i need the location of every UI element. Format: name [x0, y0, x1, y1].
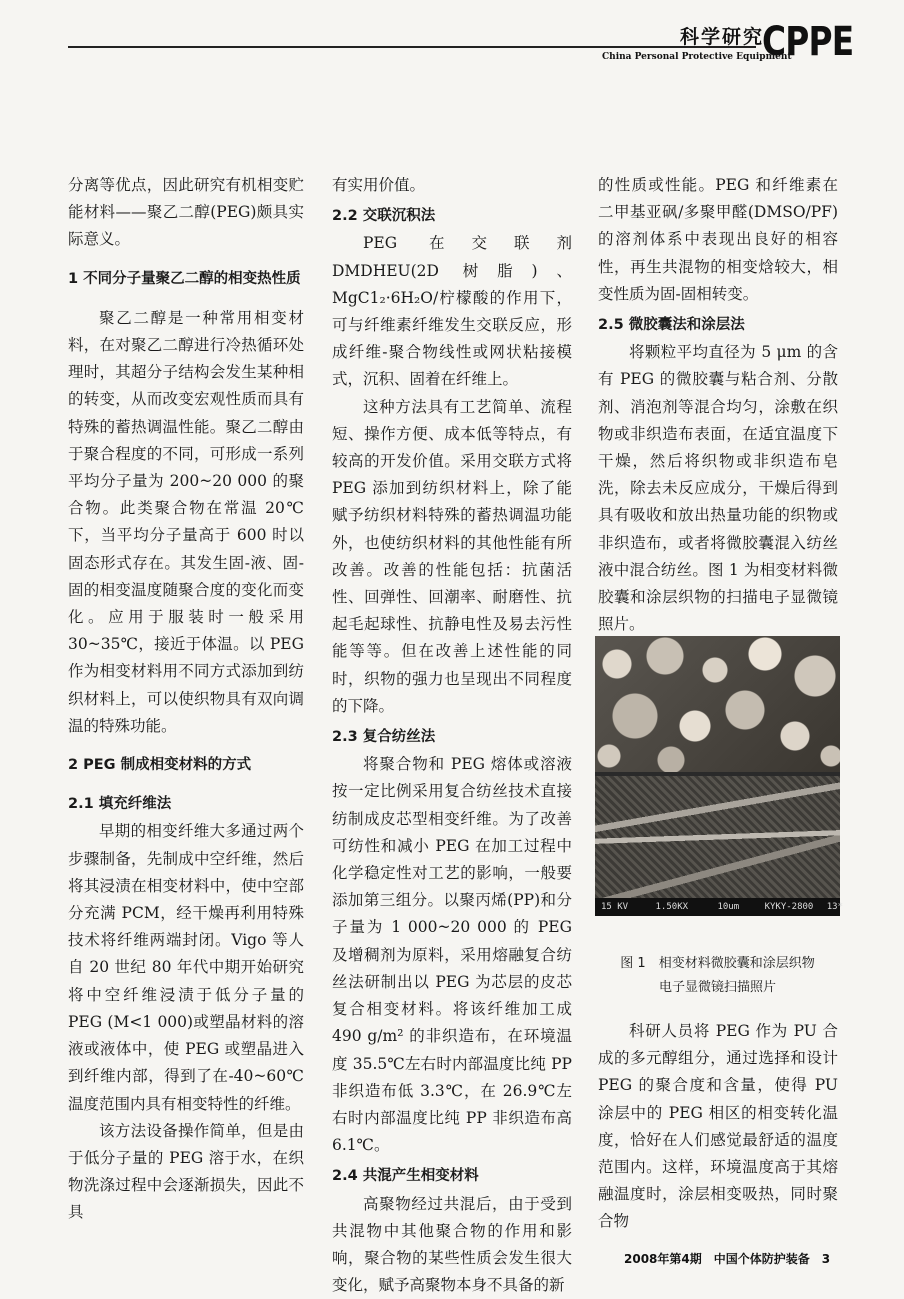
- paragraph: 有实用价值。: [332, 176, 426, 194]
- subsection-heading-2-1: 2.1 填充纤维法: [68, 796, 172, 813]
- sem-image-coated-fabric: [595, 776, 840, 898]
- sem-image-microcapsules: [595, 636, 840, 772]
- sem-data-bar: [595, 898, 844, 916]
- paragraph: 的性质或性能。PEG 和纤维素在二甲基亚砜/多聚甲醛(DMSO/PF)的溶剂体系中表现出良好的相容性，再生共混物的相变焓较大，相变性质为固-固相转变。: [598, 176, 838, 303]
- subsection-heading-2-5: 2.5 微胶囊法和涂层法: [598, 317, 745, 334]
- figure-sem: [595, 636, 844, 916]
- sem-voltage: 15 KV: [601, 902, 629, 912]
- paragraph: 这种方法具有工艺简单、流程短、操作方便、成本低等特点，有较高的开发价值。采用交联方式将 PEG 添加到纺织材料上，除了能赋予纺织材料特殊的蓄热调温功能外，也使纺织材料的其他性能有所改善。改善的性能包括：抗菌活性、回弹性、回潮率、耐磨性、抗起毛起球性、抗静电性及易去污性能等等。但在改善上述性能的同时，织物的强力也呈现出不同程度的下降。: [332, 397, 572, 715]
- paragraph: 高聚物经过共混后，由于受到共混物中其他聚合物的作用和影响，聚合物的某些性质会发生很大变化，赋予高聚物本身不具备的新: [332, 1194, 572, 1295]
- section-heading-1: 1 不同分子量聚乙二醇的相变热性质: [68, 270, 301, 287]
- subsection-heading-2-2: 2.2 交联沉积法: [332, 208, 436, 225]
- column-2: [332, 172, 572, 1299]
- journal-logo: CPPE: [762, 19, 854, 65]
- paragraph: 将颗粒平均直径为 5 μm 的含有 PEG 的微胶囊与粘合剂、分散剂、消泡剂等混合均匀，涂敷在织物或非织造布表面，在适宜温度下干燥，然后将织物或非织造布皂洗，除去未反应成分，干燥后得到具有吸收和放出热量功能的织物或非织造布，或者将微胶囊混入纺丝液中混合纺丝。图 1 为相变材料微胶囊和涂层织物的扫描电子显微镜照片。: [598, 343, 838, 634]
- header-journal-en: China Personal Protective Equipment: [602, 52, 792, 62]
- sem-scale: 10um: [717, 902, 740, 912]
- column-3-continued: [598, 1018, 838, 1236]
- sem-number: 13*: [826, 902, 844, 912]
- header-section: 科学研究: [680, 26, 765, 48]
- page-footer: 2008年第4期 中国个体防护装备 3: [624, 1252, 831, 1266]
- section-heading-2: 2 PEG 制成相变材料的方式: [68, 757, 252, 774]
- paragraph: 将聚合物和 PEG 熔体或溶液按一定比例采用复合纺丝技术直接纺制成皮芯型相变纤维。为了改善可纺性和减小 PEG 在加工过程中化学稳定性对工艺的影响，一般要添加第三组分。以聚丙烯(PP)和分子量为 1 000~20 000 的 PEG 及增稠剂为原料，采用熔融复合纺丝法研制出以 PEG 为芯层的皮芯复合相变材料。将该纤维加工成 490 g/m² 的非织造布，在环境温度 35.5℃左右时内部温度比纯 PP 非织造布低 3.3℃，在 26.9℃左右时内部温度比纯 PP 非织造布高 6.1℃。: [332, 755, 572, 1155]
- paragraph: PEG 在交联剂 DMDHEU(2D 树脂)、MgC1₂·6H₂O/柠檬酸的作用下，可与纤维素纤维发生交联反应，形成纤维-聚合物线性或网状粘接模式，沉积、固着在纤维上。: [332, 234, 572, 389]
- paragraph: 该方法设备操作简单，但是由于低分子量的 PEG 溶于水，在织物洗涤过程中会逐渐损失，因此不具: [68, 1121, 304, 1222]
- figure-caption-line-1: 图 1 相变材料微胶囊和涂层织物: [620, 956, 815, 971]
- paragraph: 分离等优点，因此研究有机相变贮能材料——聚乙二醇(PEG)颇具实际意义。: [68, 176, 304, 249]
- paragraph: 聚乙二醇是一种常用相变材料，在对聚乙二醇进行冷热循环处理时，其超分子结构会发生某种相的转变，从而改变宏观性质而具有特殊的蓄热调温性能。聚乙二醇由于聚合程度的不同，可形成一系列平均分子量为 200~20 000 的聚合物。此类聚合物在常温 20℃下，当平均分子量高于 600 时以固态形式存在。其发生固-液、固-固的相变温度随聚合度的变化而变化。应用于服装时一般采用 30~35℃，接近于体温。以 PEG 作为相变材料用不同方式添加到纺织材料上，可以使织物具有双向调温的特殊功能。: [68, 308, 304, 735]
- sem-instrument: KYKY-2800: [764, 902, 814, 912]
- paragraph: 早期的相变纤维大多通过两个步骤制备，先制成中空纤维，然后将其浸渍在相变材料中，使中空部分充满 PCM，经干燥再利用特殊技术将纤维两端封闭。Vigo 等人自 20 世纪 80 年代中期开始研究将中空纤维浸渍于低分子量的 PEG (M<1 000)或塑晶材料的溶液或液体中，使 PEG 或塑晶进入到纤维内部，得到了在-40~60℃温度范围内具有相变特性的纤维。: [68, 822, 304, 1113]
- paragraph: 科研人员将 PEG 作为 PU 合成的多元醇组分，通过选择和设计 PEG 的聚合度和含量，使得 PU 涂层中的 PEG 相区的相变转化温度，恰好在人们感觉最舒适的温度范围内。这样，环境温度高于其熔融温度时，涂层相变吸热，同时聚合物: [598, 1022, 838, 1231]
- subsection-heading-2-4: 2.4 共混产生相变材料: [332, 1168, 479, 1185]
- header-rule: [68, 46, 756, 48]
- sem-magnification: 1.50KX: [655, 902, 689, 912]
- subsection-heading-2-3: 2.3 复合纺丝法: [332, 729, 436, 746]
- figure-caption-line-2: 电子显微镜扫描照片: [658, 980, 776, 995]
- column-1: [68, 172, 304, 1227]
- column-3: [598, 172, 838, 638]
